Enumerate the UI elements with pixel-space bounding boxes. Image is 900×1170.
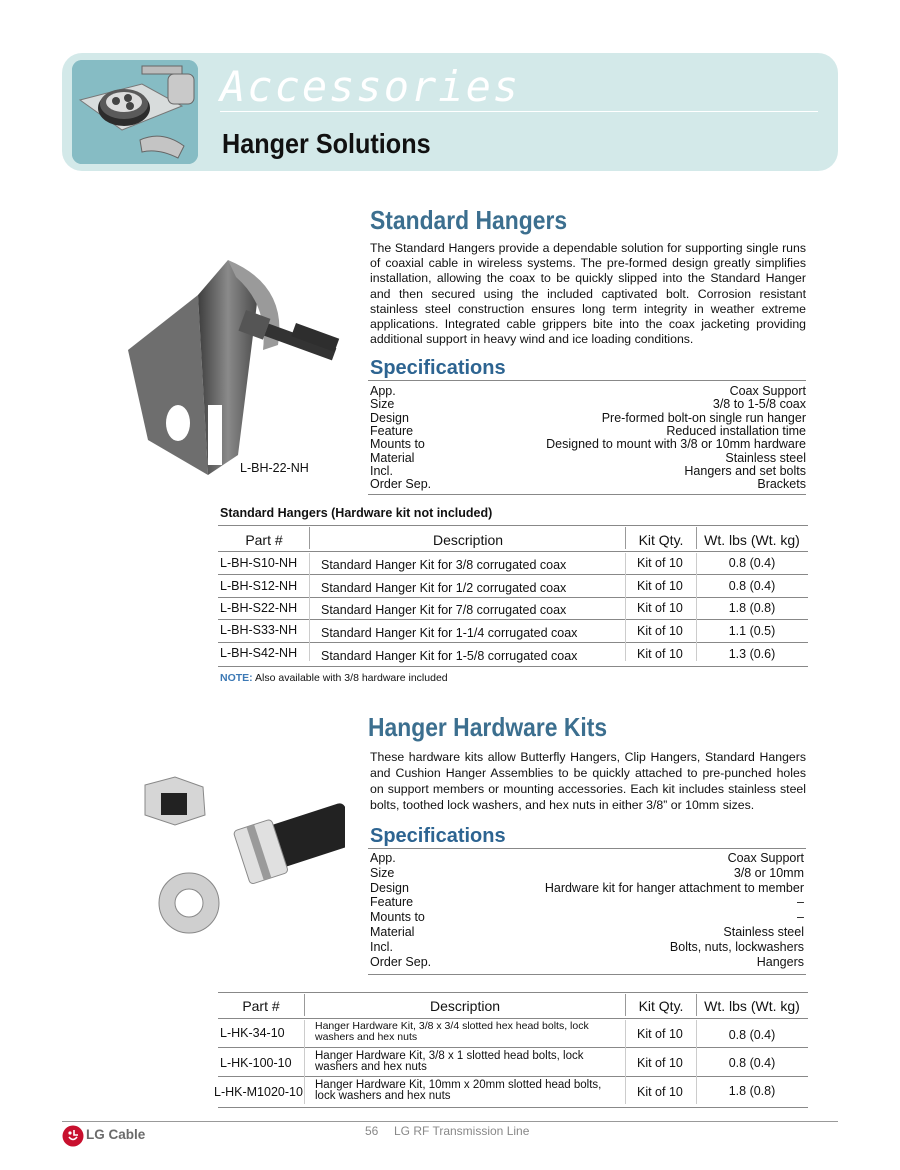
col-header-kit-qty: Kit Qty.	[638, 532, 684, 548]
col-header-weight: Wt. lbs (Wt. kg)	[704, 532, 800, 548]
col-header-description: Description	[429, 998, 501, 1014]
spec-row: Order Sep. Hangers	[370, 954, 804, 969]
spec-row: Material Stainless steel	[370, 925, 804, 939]
page-title: Hanger Solutions	[222, 128, 431, 159]
spec-divider	[368, 974, 806, 975]
standard-hangers-table: Part # Description Kit Qty. Wt. lbs (Wt. kg) L-BH-S10-NH Standard Hanger Kit for 3/8 corrugated coax Kit of 10 0.8 (0.4) L-BH-S12-NH Standard Hanger Kit for 1/2 corrugated coax Kit of 10 0.8 (0.4) L-BH-S22-NH Standard Hanger Kit for 7/8 corrugated coax Kit of 10 1.8 (0.8) L-BH-S33-NH Standard Hanger Kit for 1-1/4 corrugated coax Kit of 10 1.1 (0.5) L-BH-S42-NH Standard Hanger Kit for 1-5/8 corrugated coax Kit of 10 1.3 (0.6)	[218, 525, 808, 667]
spec-divider	[368, 848, 806, 849]
spec-row: Material Stainless steel	[370, 450, 806, 465]
table-rule	[218, 619, 808, 620]
standard-hanger-image-label: L-BH-22-NH	[240, 461, 309, 475]
col-divider	[625, 994, 626, 1016]
spec-row: Mounts to Designed to mount with 3/8 or 10mm hardware	[370, 437, 806, 452]
spec-row: Design Hardware kit for hanger attachment to member	[370, 880, 804, 895]
hardware-kit-image	[135, 775, 345, 935]
col-divider	[304, 1020, 305, 1104]
spec-row: App. Coax Support	[370, 851, 804, 865]
spec-row: Incl. Hangers and set bolts	[370, 463, 806, 478]
footer-page-title: LG RF Transmission Line	[394, 1124, 530, 1138]
col-divider	[304, 994, 305, 1016]
spec-divider	[368, 494, 806, 495]
spec-row: Order Sep. Brackets	[370, 477, 806, 492]
spec-row: Feature Reduced installation time	[370, 423, 806, 438]
col-divider	[696, 1020, 697, 1104]
col-divider	[625, 1020, 626, 1104]
hardware-kits-table: Part # Description Kit Qty. Wt. lbs (Wt. kg) L-HK-34-10 Hanger Hardware Kit, 3/8 x 3/4 slotted hex head bolts, lock washers and hex nuts Kit of 10 0.8 (0.4) L-HK-100-10 Hanger Hardware Kit, 3/8 x 1 slotted head bolts, lock washers and hex nuts Kit of 10 0.8 (0.4) L-HK-M1020-10 Hanger Hardware Kit, 10mm x 20mm slotted head bolts, lock washers and hex nuts Kit of 10 1.8 (0.8)	[218, 992, 808, 1110]
standard-hangers-title: Standard Hangers	[370, 205, 568, 235]
col-header-description: Description	[432, 532, 504, 548]
table-rule	[218, 525, 808, 526]
section-label: Accessories	[220, 62, 521, 111]
table-rule	[218, 1047, 808, 1048]
table-note	[220, 672, 448, 684]
hardware-kits-intro: These hardware kits allow Butterfly Hangers, Clip Hangers, Standard Hangers and Cushion Hanger Assemblies to be quickly attached to pre-punched holes on support members or mounting accessories. Each kit includes stainless steel bolts, toothed lock washers, and hex nuts in either 3/8” or 10mm sizes.	[370, 750, 806, 812]
accessory-photo	[72, 60, 198, 164]
note-text: Also available with 3/8 hardware included	[252, 672, 448, 684]
col-divider	[309, 553, 310, 661]
footer-page-number: 56	[365, 1124, 379, 1138]
spec-row: Mounts to –	[370, 910, 804, 925]
spec-row: Size 3/8 to 1-5/8 coax	[370, 397, 806, 412]
table-rule	[218, 597, 808, 598]
col-header-part: Part #	[242, 998, 280, 1014]
footer-brand: LG Cable	[86, 1127, 146, 1142]
note-label: NOTE:	[220, 672, 253, 684]
standard-spec-title: Specifications	[370, 357, 506, 379]
spec-row: Size 3/8 or 10mm	[370, 865, 804, 880]
table-rule	[218, 551, 808, 552]
hardware-kits-title: Hanger Hardware Kits	[368, 712, 608, 742]
col-header-part: Part #	[245, 532, 283, 548]
table-rule	[218, 1107, 808, 1108]
spec-row: App. Coax Support	[370, 384, 806, 398]
col-header-weight: Wt. lbs (Wt. kg)	[704, 998, 800, 1014]
table-rule	[218, 992, 808, 993]
hardware-spec-table	[370, 852, 804, 972]
table-rule	[218, 1018, 808, 1019]
spec-divider	[368, 380, 806, 381]
col-divider	[625, 527, 626, 549]
standard-hangers-intro: The Standard Hangers provide a dependable solution for supporting single runs of coaxial cable in wireless systems. The pre-formed design greatly simplifies installation, allowing the coax to be quickly slipped into the Standard Hanger and then secured using the included captivated bolt. Corrosion resistant stainless steel construction ensures long term integrity in weather extreme applications. Integrated cable grippers bite into the coax jacketing providing additional support in heavy wind and ice loading conditions.	[370, 241, 806, 347]
footer-divider	[62, 1121, 838, 1122]
table-rule	[218, 666, 808, 667]
col-header-kit-qty: Kit Qty.	[638, 998, 684, 1014]
table-rule	[218, 1076, 808, 1077]
banner-divider	[220, 111, 818, 112]
standard-spec-table	[370, 385, 806, 493]
table-rule	[218, 642, 808, 643]
standard-hanger-image	[128, 255, 348, 490]
col-divider	[696, 527, 697, 549]
table-rule	[218, 574, 808, 575]
standard-table-caption: Standard Hangers (Hardware kit not included)	[220, 506, 493, 520]
col-divider	[696, 994, 697, 1016]
spec-row: Incl. Bolts, nuts, lockwashers	[370, 939, 804, 954]
hardware-spec-title: Specifications	[370, 825, 506, 847]
col-divider	[696, 553, 697, 661]
spec-row: Feature –	[370, 895, 804, 910]
col-divider	[309, 527, 310, 549]
spec-row: Design Pre-formed bolt-on single run hanger	[370, 410, 806, 425]
lg-logo-icon	[62, 1125, 84, 1147]
col-divider	[625, 553, 626, 661]
